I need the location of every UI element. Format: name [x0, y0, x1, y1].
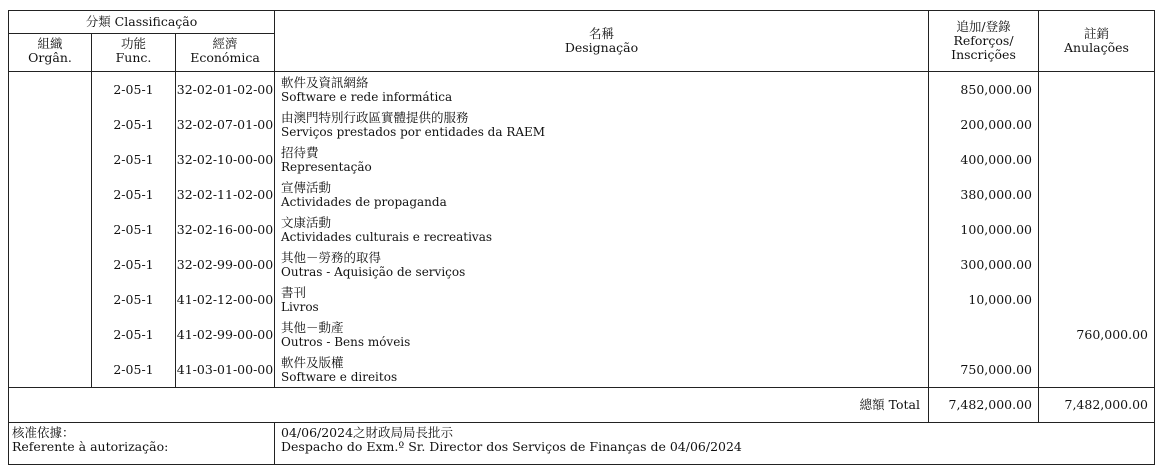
organ-header-pt: Orgân. [28, 50, 72, 65]
designation-zh: 軟件及資訊網絡 [281, 74, 369, 90]
func-cell: 2-05-1 [92, 107, 176, 142]
designation-pt: Software e rede informática [281, 89, 453, 104]
designation-pt: Representação [281, 159, 372, 174]
budget-table [8, 10, 1155, 465]
econ-cell: 41-03-01-00-00 [176, 352, 275, 388]
table-row [9, 282, 1155, 317]
table-row [9, 72, 1155, 108]
designation-pt: Outros - Bens móveis [281, 334, 411, 349]
reforcos-header-zh: 追加/登錄 [956, 19, 1011, 34]
authorization-basis-zh: 核准依據： [12, 425, 75, 440]
table-row [9, 212, 1155, 247]
anulacao-cell [1039, 72, 1155, 108]
table-row [9, 107, 1155, 142]
designation-zh: 書刊 [281, 284, 307, 300]
total-row [9, 388, 1155, 423]
reforco-cell: 10,000.00 [929, 282, 1039, 317]
total-label: 總額 Total [9, 388, 929, 423]
designation-pt: Software e direitos [281, 369, 398, 384]
designation-cell [275, 177, 929, 212]
organ-header-zh: 組織 [37, 36, 63, 51]
anulacao-cell [1039, 142, 1155, 177]
designation-cell [275, 107, 929, 142]
designation-header-zh: 名稱 [588, 26, 614, 41]
authorization-basis [9, 423, 275, 465]
reforco-cell: 750,000.00 [929, 352, 1039, 388]
func-cell: 2-05-1 [92, 317, 176, 352]
designation-header [275, 11, 929, 72]
func-header-pt: Func. [115, 50, 152, 65]
econ-header [176, 34, 275, 72]
designation-pt: Actividades de propaganda [281, 194, 447, 209]
anulacoes-header-pt: Anulações [1064, 40, 1129, 55]
designation-pt: Livros [281, 299, 319, 314]
anulacoes-header [1039, 11, 1155, 72]
designation-zh: 其他－動產 [281, 319, 344, 335]
anulacao-cell [1039, 247, 1155, 282]
table-body [9, 72, 1155, 388]
econ-cell: 32-02-07-01-00 [176, 107, 275, 142]
reforco-cell: 400,000.00 [929, 142, 1039, 177]
func-header [92, 34, 176, 72]
func-cell: 2-05-1 [92, 212, 176, 247]
anulacoes-header-zh: 註銷 [1083, 26, 1109, 41]
organ-cell [9, 317, 92, 352]
organ-cell [9, 107, 92, 142]
designation-pt: Outras - Aquisição de serviços [281, 264, 466, 279]
func-cell: 2-05-1 [92, 352, 176, 388]
authorization-dispatch-zh: 04/06/2024之財政局局長批示 [281, 425, 454, 440]
organ-cell [9, 352, 92, 388]
reforcos-header [929, 11, 1039, 72]
reforcos-header-pt2: Inscrições [951, 47, 1016, 62]
reforco-cell: 100,000.00 [929, 212, 1039, 247]
anulacao-cell [1039, 352, 1155, 388]
designation-cell [275, 247, 929, 282]
econ-cell: 32-02-16-00-00 [176, 212, 275, 247]
func-cell: 2-05-1 [92, 72, 176, 108]
organ-header [9, 34, 92, 72]
func-cell: 2-05-1 [92, 177, 176, 212]
anulacao-cell: 760,000.00 [1039, 317, 1155, 352]
designation-cell [275, 317, 929, 352]
econ-cell: 41-02-12-00-00 [176, 282, 275, 317]
econ-cell: 32-02-99-00-00 [176, 247, 275, 282]
organ-cell [9, 282, 92, 317]
designation-pt: Actividades culturais e recreativas [281, 229, 493, 244]
footer-row [9, 423, 1155, 465]
econ-header-pt: Económica [190, 50, 260, 65]
anulacao-cell [1039, 177, 1155, 212]
authorization-dispatch-pt: Despacho do Exm.º Sr. Director dos Serviços de Finanças de 04/06/2024 [281, 439, 742, 454]
func-cell: 2-05-1 [92, 247, 176, 282]
reforcos-header-pt1: Reforços/ [953, 33, 1014, 48]
reforco-cell [929, 317, 1039, 352]
authorization-dispatch [275, 423, 1155, 465]
designation-cell [275, 352, 929, 388]
designation-pt: Serviços prestados por entidades da RAEM [281, 124, 546, 139]
reforco-cell: 200,000.00 [929, 107, 1039, 142]
anulacao-cell [1039, 107, 1155, 142]
table-row [9, 247, 1155, 282]
authorization-basis-pt: Referente à autorização: [12, 439, 169, 454]
table-row [9, 317, 1155, 352]
classification-header: 分類 Classificação [9, 11, 275, 34]
econ-cell: 41-02-99-00-00 [176, 317, 275, 352]
func-cell: 2-05-1 [92, 142, 176, 177]
designation-zh: 其他－勞務的取得 [281, 249, 382, 265]
reforco-cell: 300,000.00 [929, 247, 1039, 282]
designation-cell [275, 142, 929, 177]
designation-header-pt: Designação [564, 40, 639, 55]
table-row [9, 142, 1155, 177]
econ-header-zh: 經濟 [212, 36, 238, 51]
reforco-cell: 380,000.00 [929, 177, 1039, 212]
organ-cell [9, 212, 92, 247]
table-row [9, 352, 1155, 388]
econ-cell: 32-02-01-02-00 [176, 72, 275, 108]
anulacao-cell [1039, 282, 1155, 317]
organ-cell [9, 142, 92, 177]
designation-zh: 軟件及版權 [281, 354, 344, 370]
func-cell: 2-05-1 [92, 282, 176, 317]
organ-cell [9, 72, 92, 108]
reforco-cell: 850,000.00 [929, 72, 1039, 108]
designation-zh: 由澳門特別行政區實體提供的服務 [281, 109, 469, 125]
organ-cell [9, 247, 92, 282]
econ-cell: 32-02-10-00-00 [176, 142, 275, 177]
func-header-zh: 功能 [120, 36, 146, 51]
designation-zh: 文康活動 [281, 214, 332, 230]
designation-cell [275, 72, 929, 108]
table-row [9, 177, 1155, 212]
total-anulacoes: 7,482,000.00 [1039, 388, 1155, 423]
designation-zh: 招待費 [281, 144, 319, 160]
econ-cell: 32-02-11-02-00 [176, 177, 275, 212]
designation-cell [275, 212, 929, 247]
organ-cell [9, 177, 92, 212]
total-reforcos: 7,482,000.00 [929, 388, 1039, 423]
designation-cell [275, 282, 929, 317]
designation-zh: 宣傳活動 [281, 179, 332, 195]
anulacao-cell [1039, 212, 1155, 247]
